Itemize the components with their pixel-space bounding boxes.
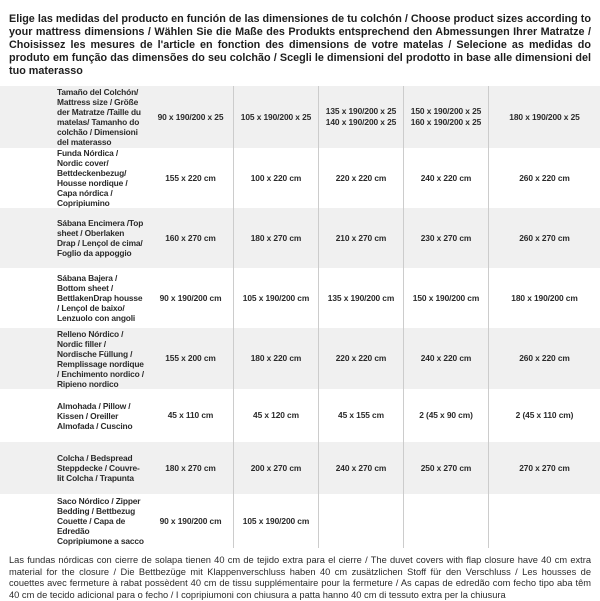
product-label: Sábana Encimera /Top sheet / Oberlaken Drap / Lençol de cima/ Foglio da appoggio [57, 218, 144, 258]
table-row-bottom-sheet [0, 268, 600, 328]
footer-note: Las fundas nórdicas con cierre de solapa tienen 40 cm de tejido extra para el cierre / The duvet covers with flap closure have 40 cm extra material for the closure / Die Bettbezüge mit Klappenverschluss haben 40 cm zusätzlichen Stoff für den Verschluss / Les housses de couettes avec fermeture à rabat possèdent 40 cm de tissu supplémentaire pour la fermeture / As capas de edredão com fecho tipo aba têm 40 cm de tecido adicional para o fecho / I copripiumoni con chiusura a patta hanno 40 cm di tessuto extra per la chiusura [9, 555, 591, 600]
product-label: Funda Nórdica / Nordic cover/ Bettdeckenbezug/ Housse nordique / Capa nórdica / Copripiumino [57, 148, 128, 208]
size-value: 150 x 190/200 cm [403, 268, 488, 328]
product-label: Relleno Nórdico / Nordic filler / Nordische Füllung / Remplissage nordique / Enchimento nordico / Ripieno nordico [57, 328, 144, 389]
table-row-nordic-filler [0, 328, 600, 389]
size-value: 45 x 110 cm [167, 410, 214, 420]
size-value: 90 x 190/200 x 25 [157, 111, 224, 122]
size-value: 180 x 270 cm [165, 462, 216, 473]
size-value: 230 x 270 cm [403, 208, 488, 268]
size-value: 210 x 270 cm [318, 208, 403, 268]
size-value: 270 x 270 cm [488, 442, 600, 494]
size-table [0, 86, 600, 548]
size-value: 105 x 190/200 cm [233, 268, 318, 328]
table-row-duvet-cover [0, 148, 600, 208]
size-value: 150 x 190/200 x 25 160 x 190/200 x 25 [403, 86, 488, 148]
size-value: 100 x 220 cm [233, 148, 318, 208]
size-value: 155 x 220 cm [165, 172, 216, 183]
size-value: 135 x 190/200 cm [318, 268, 403, 328]
product-label: Sábana Bajera / Bottom sheet / BettlakenDrap housse / Lençol de baixo/ Lenzuolo con angoli [57, 273, 143, 323]
size-value: 260 x 220 cm [488, 148, 600, 208]
size-value: 90 x 190/200 cm [159, 292, 222, 303]
size-value: 260 x 270 cm [488, 208, 600, 268]
size-value: 180 x 190/200 cm [488, 268, 600, 328]
size-value: 180 x 270 cm [233, 208, 318, 268]
product-label: Colcha / Bedspread Steppdecke / Couvre-lit Colcha / Trapunta [57, 453, 140, 483]
table-row-mattress-size [0, 86, 600, 148]
size-value: 240 x 220 cm [403, 328, 488, 389]
size-value: 105 x 190/200 cm [233, 494, 318, 548]
table-row-top-sheet [0, 208, 600, 268]
table-row-bedspread [0, 442, 600, 494]
size-value: 220 x 220 cm [318, 148, 403, 208]
product-label: Saco Nórdico / Zipper Bedding / Bettbezug Couette / Capa de Edredão Copripiumone a sacco [57, 496, 144, 546]
size-value [318, 494, 403, 548]
size-value: 250 x 270 cm [403, 442, 488, 494]
size-value: 240 x 270 cm [318, 442, 403, 494]
size-value: 90 x 190/200 cm [159, 515, 222, 526]
size-value: 155 x 200 cm [165, 353, 216, 363]
size-value: 200 x 270 cm [233, 442, 318, 494]
size-value: 2 (45 x 110 cm) [488, 389, 600, 442]
header-instructions: Elige las medidas del producto en función de las dimensiones de tu colchón / Choose product sizes according to your mattress dimensions / Wählen Sie die Maße des Produkts entsprechend den Abmessungen Ihrer Matratze / Choisissez les mesures de l'article en fonction des dimensions de votre matelas / Selecione as medidas do produto em função das dimensões do seu colchão / Scegli le dimensioni del prodotto in base alle dimensioni del tuo materasso [9, 13, 591, 77]
size-value: 180 x 190/200 x 25 [488, 86, 600, 148]
size-value: 260 x 220 cm [488, 328, 600, 389]
size-value: 105 x 190/200 x 25 [233, 86, 318, 148]
size-value: 160 x 270 cm [165, 232, 216, 243]
size-value: 240 x 220 cm [403, 148, 488, 208]
size-value: 220 x 220 cm [318, 328, 403, 389]
product-label: Almohada / Pillow / Kissen / Oreiller Almofada / Cuscino [57, 400, 133, 431]
size-value: 135 x 190/200 x 25 140 x 190/200 x 25 [318, 86, 403, 148]
size-value [488, 494, 600, 548]
table-row-pillow [0, 389, 600, 442]
size-value [403, 494, 488, 548]
table-row-zipper-bedding [0, 494, 600, 548]
size-value: 180 x 220 cm [233, 328, 318, 389]
size-value: 45 x 155 cm [318, 389, 403, 442]
product-label: Tamaño del Colchón/ Mattress size / Größe der Matratze /Taille du matelas/ Tamanho do colchão / Dimensioni del materasso [57, 87, 141, 147]
size-value: 45 x 120 cm [233, 389, 318, 442]
size-value: 2 (45 x 90 cm) [403, 389, 488, 442]
